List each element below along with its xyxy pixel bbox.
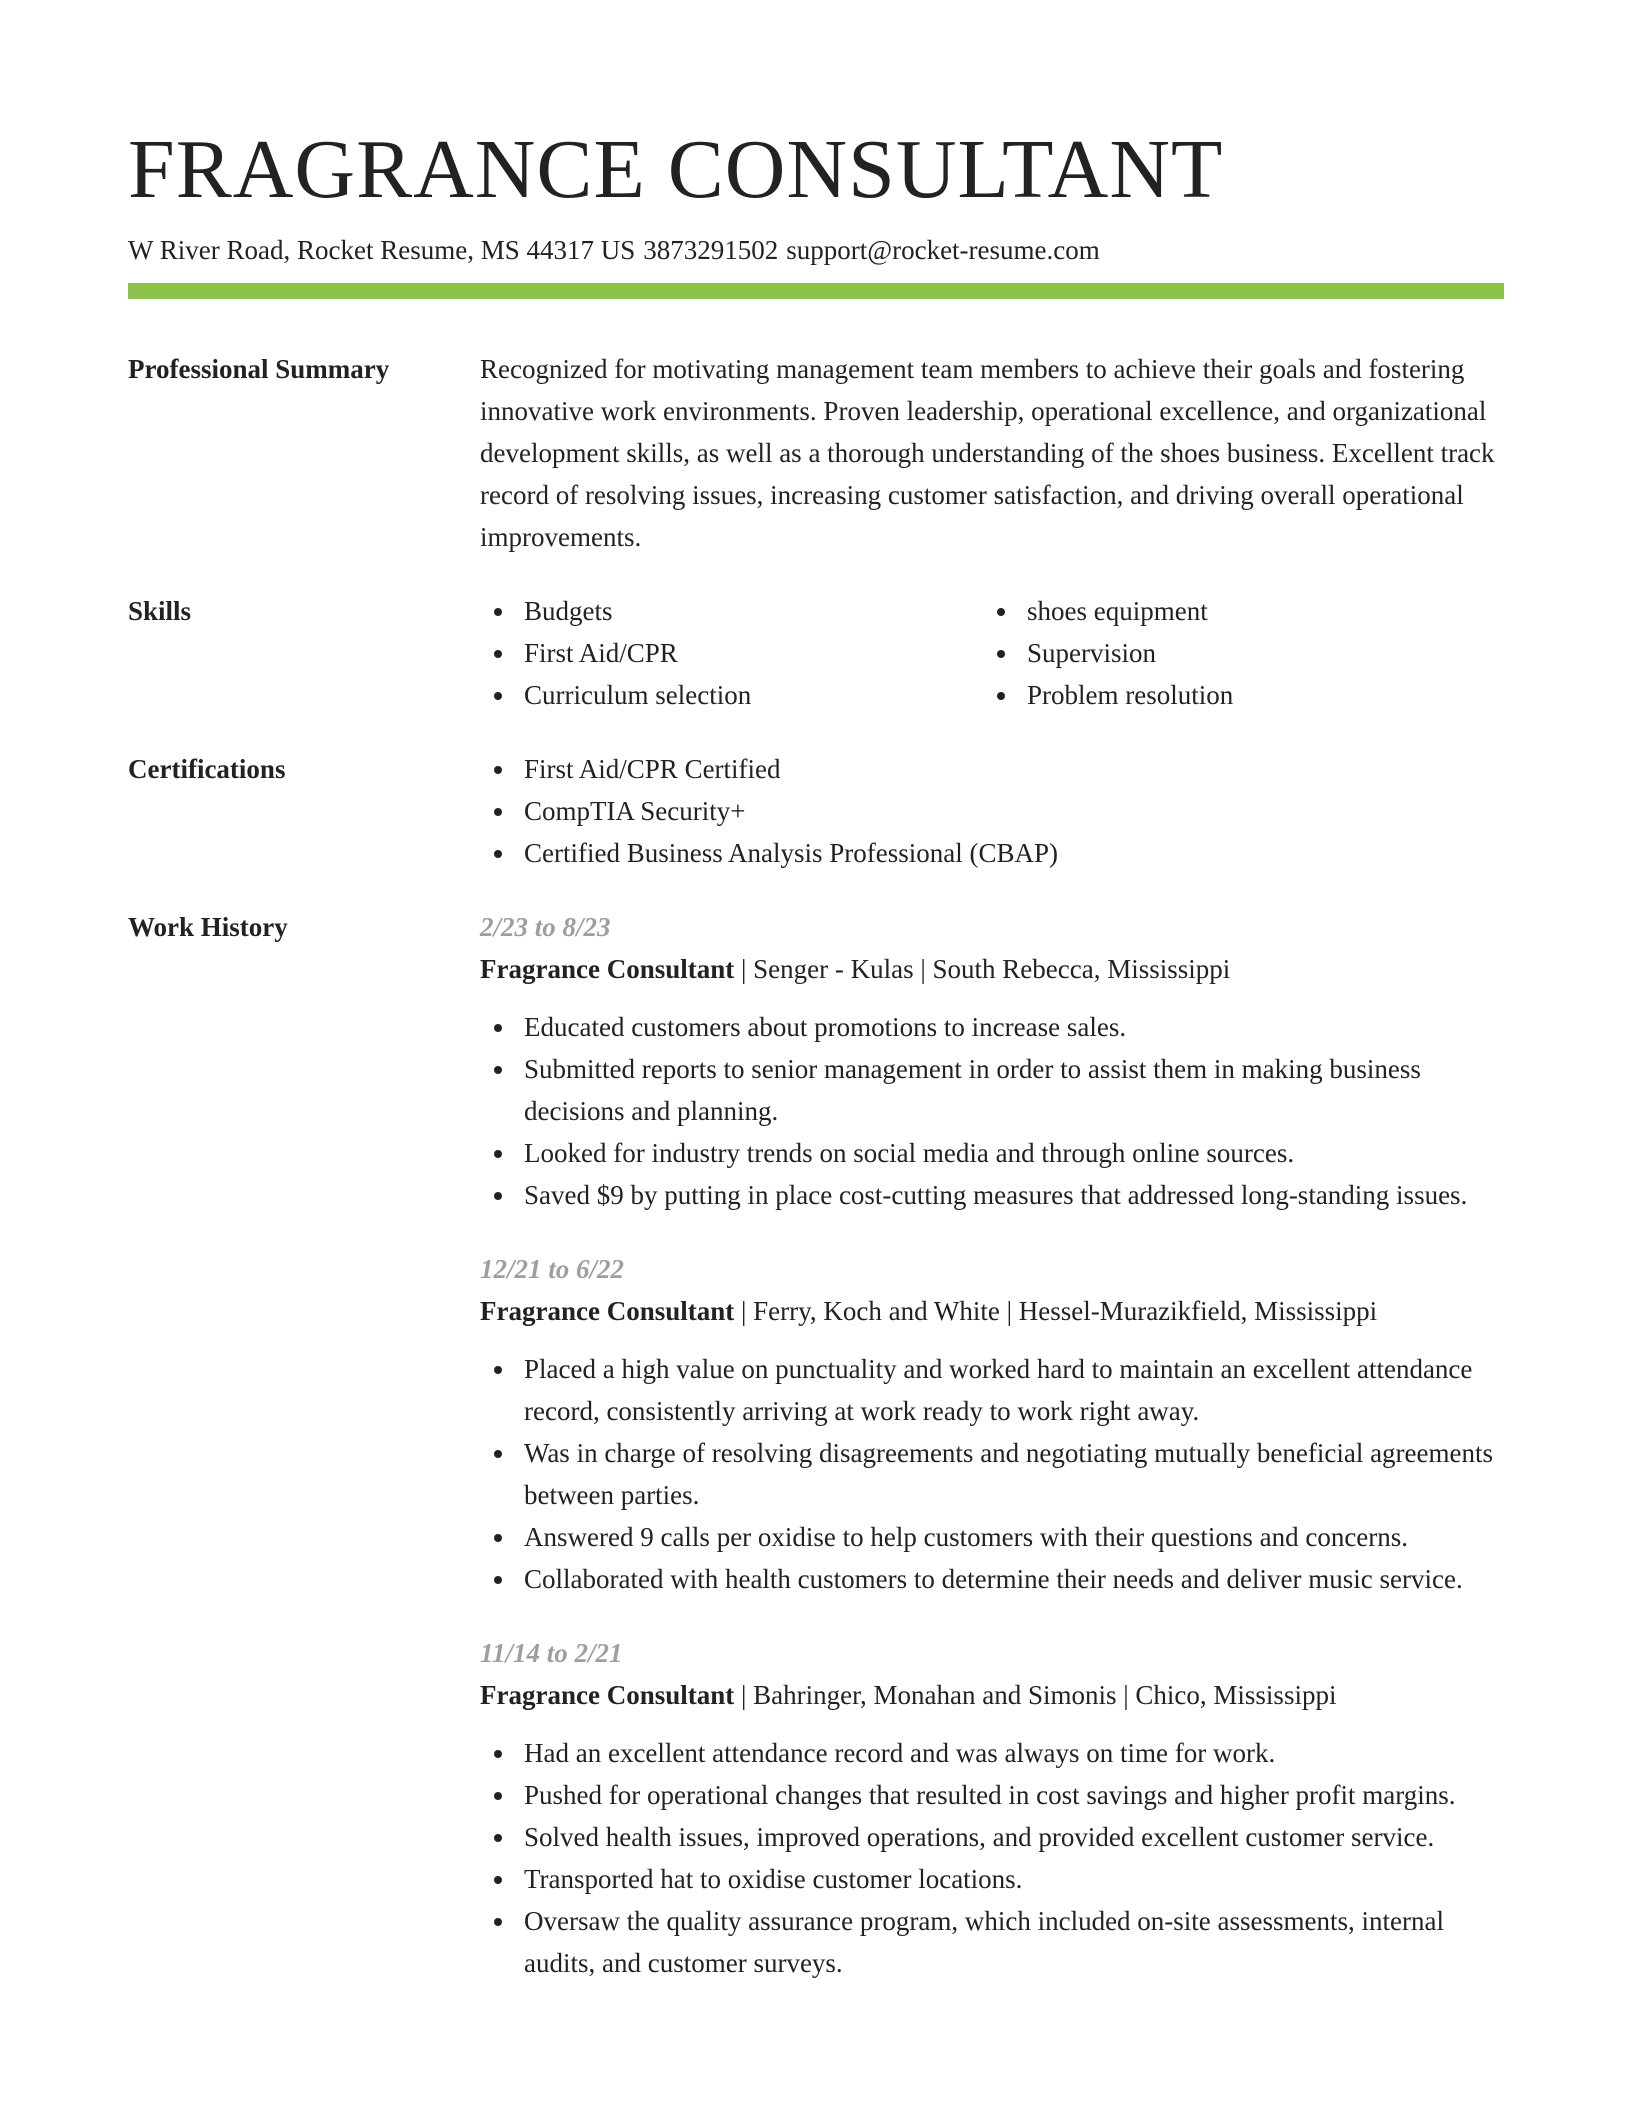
job-details: | Ferry, Koch and White | Hessel-Murazikfield, Mississippi xyxy=(734,1296,1378,1326)
job-heading xyxy=(480,1290,1504,1332)
job-bullet: Pushed for operational changes that resulted in cost savings and higher profit margins. xyxy=(480,1774,1504,1816)
job-bullet: Solved health issues, improved operations, and provided excellent customer service. xyxy=(480,1816,1504,1858)
job-title: Fragrance Consultant xyxy=(480,1680,735,1710)
job-dates: 11/14 to 2/21 xyxy=(480,1638,623,1668)
summary-text: Recognized for motivating management team members to achieve their goals and fostering innovative work environments. Proven leadership, operational excellence, and organizational development skills, as well as a thorough understanding of the shoes business. Excellent track record of resolving issues, increasing customer satisfaction, and driving overall operational improvements. xyxy=(480,354,1495,552)
skills-list-right xyxy=(983,590,1504,716)
job-bullets xyxy=(480,1732,1504,1984)
resume-page xyxy=(128,122,1504,1984)
job-entry xyxy=(480,1248,1504,1600)
certifications-list xyxy=(480,748,1504,874)
summary-section xyxy=(128,348,1504,558)
skills-section xyxy=(128,590,1504,716)
job-bullet: Submitted reports to senior management in order to assist them in making business decisions and planning. xyxy=(480,1048,1504,1132)
job-entry xyxy=(480,1632,1504,1984)
certifications-body xyxy=(480,748,1504,874)
work-history-body xyxy=(480,906,1504,1984)
certifications-section xyxy=(128,748,1504,874)
work-history-section xyxy=(128,906,1504,1984)
job-bullet: Placed a high value on punctuality and worked hard to maintain an excellent attendance record, consistently arriving at work ready to work right away. xyxy=(480,1348,1504,1432)
skill-item: Problem resolution xyxy=(983,674,1504,716)
skill-item: First Aid/CPR xyxy=(480,632,983,674)
job-bullet: Oversaw the quality assurance program, which included on-site assessments, internal audits, and customer surveys. xyxy=(480,1900,1504,1984)
job-details: | Bahringer, Monahan and Simonis | Chico, Mississippi xyxy=(734,1680,1337,1710)
skill-item: Budgets xyxy=(480,590,983,632)
job-heading xyxy=(480,948,1504,990)
certification-item: First Aid/CPR Certified xyxy=(480,748,1504,790)
resume-name-heading: FRAGRANCE CONSULTANT xyxy=(128,123,1224,216)
job-bullet: Educated customers about promotions to increase sales. xyxy=(480,1006,1504,1048)
contact-line xyxy=(128,232,1504,268)
job-bullet: Answered 9 calls per oxidise to help customers with their questions and concerns. xyxy=(480,1516,1504,1558)
certifications-label: Certifications xyxy=(128,754,286,784)
contact-address: W River Road, Rocket Resume, MS 44317 US xyxy=(128,235,636,265)
skills-grid xyxy=(480,590,1504,716)
job-bullets xyxy=(480,1006,1504,1216)
skills-label: Skills xyxy=(128,596,192,626)
job-bullets xyxy=(480,1348,1504,1600)
contact-phone: 3873291502 xyxy=(643,235,779,265)
job-title: Fragrance Consultant xyxy=(480,1296,735,1326)
job-dates: 2/23 to 8/23 xyxy=(480,912,611,942)
job-bullet: Had an excellent attendance record and was always on time for work. xyxy=(480,1732,1504,1774)
header-divider xyxy=(128,283,1504,299)
job-bullet: Collaborated with health customers to determine their needs and deliver music service. xyxy=(480,1558,1504,1600)
skill-item: shoes equipment xyxy=(983,590,1504,632)
job-title: Fragrance Consultant xyxy=(480,954,735,984)
job-bullet: Was in charge of resolving disagreements and negotiating mutually beneficial agreements between parties. xyxy=(480,1432,1504,1516)
certification-item: CompTIA Security+ xyxy=(480,790,1504,832)
job-details: | Senger - Kulas | South Rebecca, Mississippi xyxy=(734,954,1231,984)
job-bullet: Transported hat to oxidise customer locations. xyxy=(480,1858,1504,1900)
job-entry xyxy=(480,906,1504,1216)
job-bullet: Saved $9 by putting in place cost-cutting measures that addressed long-standing issues. xyxy=(480,1174,1504,1216)
work-history-label: Work History xyxy=(128,912,288,942)
skill-item: Supervision xyxy=(983,632,1504,674)
job-bullet: Looked for industry trends on social media and through online sources. xyxy=(480,1132,1504,1174)
certification-item: Certified Business Analysis Professional (CBAP) xyxy=(480,832,1504,874)
skills-list-left xyxy=(480,590,983,716)
summary-label: Professional Summary xyxy=(128,354,390,384)
contact-email: support@rocket-resume.com xyxy=(786,235,1100,265)
skill-item: Curriculum selection xyxy=(480,674,983,716)
job-heading xyxy=(480,1674,1504,1716)
job-dates: 12/21 to 6/22 xyxy=(480,1254,625,1284)
